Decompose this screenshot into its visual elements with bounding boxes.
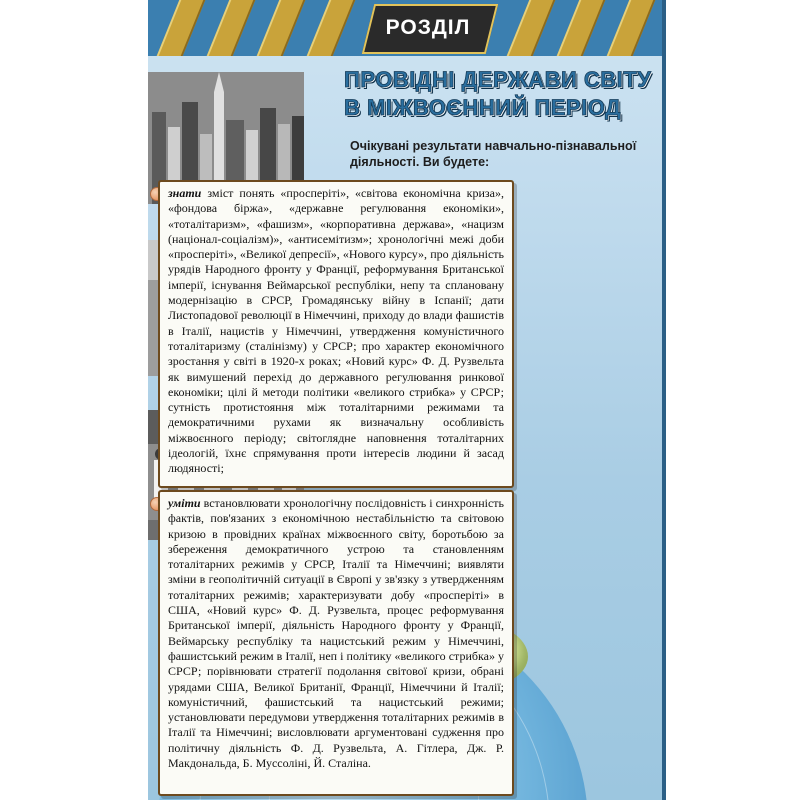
band-stripe (607, 0, 656, 56)
panel-can-lead: уміти (168, 496, 201, 510)
panel-know-text (168, 186, 504, 477)
chapter-title-line-2: В МІЖВОЄННИЙ ПЕРІОД (344, 95, 622, 120)
chapter-title (344, 66, 662, 122)
band-stripe (307, 0, 356, 56)
chapter-title-line-1: ПРОВІДНІ ДЕРЖАВИ СВІТУ (344, 67, 652, 92)
top-decorative-band (148, 0, 662, 56)
panel-know (158, 180, 514, 488)
panel-can-text (168, 496, 504, 771)
panel-can-body: встановлювати хронологічну послідовність і синхронність фактів, пов'язаних з економічною нестабільністю та світовою кризою в провідних країнах міжвоєнного світу, боротьбою за збереження демократичного устрою та становленням тоталітарних режимів у СРСР, Італії та Німеччині; виявляти зміни в геополітичній ситуації в Європі у зв'язку з утвердженням тоталітарних режимів; характеризувати добу «просперіті» в США, «Новий курс» Ф. Д. Рузвельта, процес реформування Британської імперії, діяльність Народного фронту у Франції, Веймарську республіку та нацистський режим у Німеччині, фашистський режим в Італії, неп і політику «великого стрибка» у СРСР; порівнювати стратегії подолання світової кризи, обрані урядами США, Великої Британії, Франції, Німеччини й Італії; комуністичний, фашистський та нацистський режими; установлювати передумови утвердження тоталітарних режимів в Італії та Німеччині; висловлювати аргументовані судження про політичну діяльність Ф. Д. Рузвельта, А. Гітлера, Дж. Р. Макдональда, Б. Муссоліні, Й. Сталіна. (168, 496, 504, 771)
band-stripe (207, 0, 256, 56)
panel-know-lead: знати (168, 186, 202, 200)
band-stripe (507, 0, 556, 56)
panel-know-body: зміст понять «просперіті», «світова економічна криза», «фондова біржа», «державне регулювання економіки», «тоталітаризм», «фашизм», «корпоративна держава», «нацизм (націонал-соціалізм)», «антисемітизм»; хронологічні межі доби «просперіті», «Великої депресії», «Нового курсу», про діяльність урядів Народного фронту у Франції, реформування Британської імперії, існування Веймарської республіки, непу та сплановану модернізацію в СРСР, Громадянську війну в Іспанії; дати Листопадової революції в Німеччині, приходу до влади фашистів в Італії, нацистів у Німеччині, утвердження комуністичного тоталітаризму (сталінізму) у СРСР; про характер економічного зростання у світі в 1920-х роках; «Новий курс» Ф. Д. Рузвельта як вимушений перехід до державного регулювання ринкової економіки; цілі й методи політики «великого стрибка» у СРСР; сутність протистояння між тоталітарними режимами та демократичними рухами як визначальну особливість міжвоєнного періоду; світоглядне наповнення тоталітарних ідеологій, їхнє спрямування проти інтересів людини й засад людяності; (168, 186, 504, 476)
expected-results-intro: Очікувані результати навчально-пізнавальної діяльності. Ви будете: (350, 139, 637, 169)
panel-can (158, 490, 514, 796)
band-stripe (257, 0, 306, 56)
band-stripe (157, 0, 206, 56)
page-edge-strip (662, 0, 666, 800)
band-stripe (557, 0, 606, 56)
section-label: РОЗДІЛ (385, 16, 471, 39)
